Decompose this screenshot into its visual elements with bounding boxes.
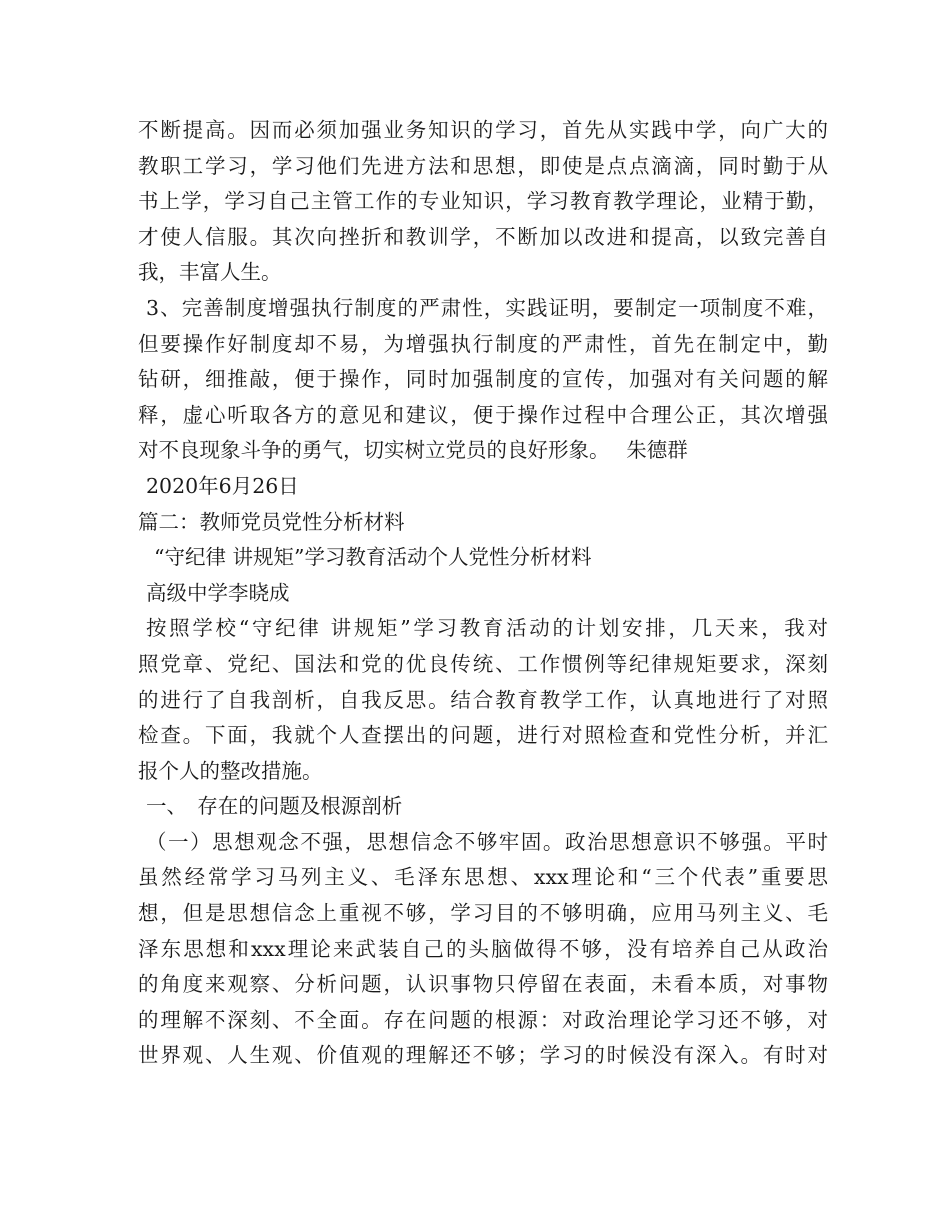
subsection-heading: 一、 存在的问题及根源剖析: [146, 794, 403, 819]
text-line: 对不良现象斗争的勇气，切实树立党员的良好形象。 朱德群: [138, 438, 688, 463]
text-line: 世界观、人生观、价值观的理解还不够；学习的时候没有深入。有时对: [138, 1043, 828, 1068]
text-line: 钻研，细推敲，便于操作，同时加强制度的宣传，加强对有关问题的解: [138, 367, 828, 392]
document-body: [138, 113, 828, 1074]
text-line: 的理解不深刻、不全面。存在问题的根源：对政治理论学习还不够，对: [138, 1007, 828, 1032]
text-line: 照党章、党纪、国法和党的优良传统、工作惯例等纪律规矩要求，深刻: [138, 651, 828, 676]
section-heading: 篇二：教师党员党性分析材料: [138, 509, 405, 534]
text-line: 报个人的整改措施。: [138, 758, 323, 783]
text-line: 不断提高。因而必须加强业务知识的学习，首先从实践中学，向广大的: [138, 118, 828, 142]
text-line: 泽东思想和xxx理论来武装自己的头脑做得不够，没有培养自己从政治: [138, 936, 828, 961]
text-line: 按照学校“守纪律 讲规矩”学习教育活动的计划安排，几天来，我对: [146, 616, 828, 641]
text-line: 的角度来观察、分析问题，认识事物只停留在表面，未看本质，对事物: [138, 972, 828, 997]
date-line: 2020年6月26日: [146, 473, 299, 498]
text-line: 检查。下面，我就个人查摆出的问题，进行对照检查和党性分析，并汇: [138, 723, 828, 748]
text-line: 才使人信服。其次向挫折和教训学，不断加以改进和提高，以致完善自: [138, 224, 828, 249]
text-line: 我，丰富人生。: [138, 260, 282, 285]
text-line: 想，但是思想信念上重视不够，学习目的不够明确，应用马列主义、毛: [138, 901, 828, 926]
text-line: 虽然经常学习马列主义、毛泽东思想、xxx理论和“三个代表”重要思: [138, 865, 828, 890]
text-line: 教职工学习，学习他们先进方法和思想，即使是点点滴滴，同时勤于从: [138, 153, 828, 178]
text-line: 但要操作好制度却不易，为增强执行制度的严肃性，首先在制定中，勤: [138, 331, 828, 356]
text-line: （一）思想观念不强，思想信念不够牢固。政治思想意识不够强。平时: [146, 829, 828, 854]
author-line: 高级中学李晓成: [146, 580, 290, 605]
text-line: 书上学，学习自己主管工作的专业知识，学习教育教学理论，业精于勤，: [138, 189, 828, 214]
document-title: “守纪律 讲规矩”学习教育活动个人党性分析材料: [154, 545, 592, 570]
text-line: 释，虚心听取各方的意见和建议，便于操作过程中合理公正，其次增强: [138, 402, 828, 427]
text-line: 的进行了自我剖析，自我反思。结合教育教学工作，认真地进行了对照: [138, 687, 828, 712]
text-line: 3、完善制度增强执行制度的严肃性，实践证明，要制定一项制度不难，: [146, 295, 828, 320]
